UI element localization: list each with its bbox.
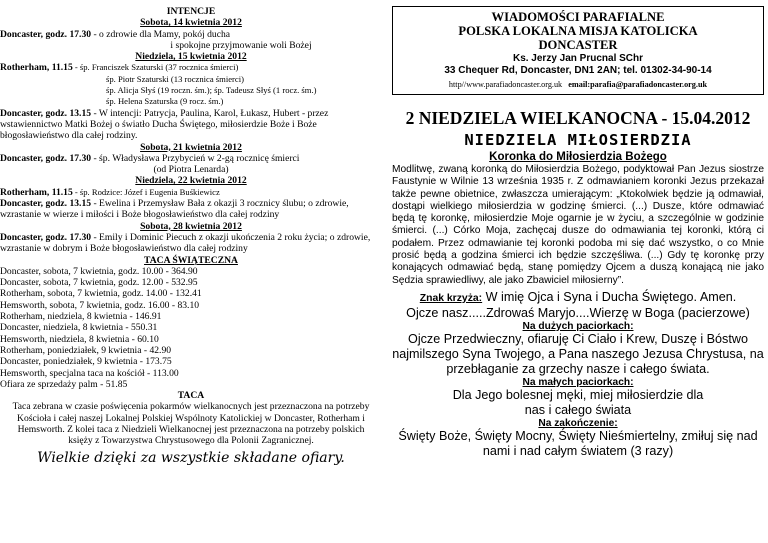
date-heading-sat-28: Sobota, 28 kwietnia 2012	[140, 220, 242, 232]
taca-text: Taca zebrana w czasie poświęcenia pokarmów wielkanocnych jest przeznaczona na potrzeby Kościoła i całej naszej Lokalnej Polskiej Wspólnoty Katolickiej w Doncaster, Rotherham i Hemsworth. Z kolei taca z Niedzieli Wielkanocnej jest przeznaczona na potrzeby polskich księży z Towarzystwa Chrystusowego dla Polonii Zagranicznej.	[12, 401, 370, 447]
intention-line: Rotherham, 11.15 - śp. Franciszek Szaturski (37 rocznica śmierci)	[0, 62, 239, 74]
intention-line: Doncaster, godz. 13.15 - W intencji: Patrycja, Paulina, Karol, Łukasz, Hubert - przez wstawiennictwo Matki Bożej o światło Ducha Świętego, miłosierdzie Boże i Boże błogosławieństwo dla całej rodziny.	[0, 107, 329, 142]
taca-row: Rotherham, niedziela, 8 kwietnia - 146.91	[0, 311, 162, 323]
large-beads-text: Ojcze Przedwieczny, ofiaruję Ci Ciało i Krew, Duszę i Bóstwo najmilszego Syna Twojego, a Pana naszego Jezusa Chrystusa, na przebłaganie za grzechy nasze i całego świata.	[392, 331, 764, 376]
intention-line: Doncaster, godz. 13.15 - Ewelina i Przemysław Bała z okazji 3 rocznicy ślubu; o zdrowie, wzrastanie w wierze i miłości i Boże błogosławieństwo dla całej rodziny	[0, 198, 349, 221]
ending-text: Święty Boże, Święty Mocny, Święty Nieśmiertelny, zmiłuj się nad nami i nad całym światem (3 razy)	[398, 428, 758, 458]
header-title-3: DONCASTER	[538, 38, 618, 52]
intention-line: i spokojne przyjmowanie woli Bożej	[170, 39, 312, 51]
taca-row: Hemsworth, niedziela, 8 kwietnia - 60.10	[0, 333, 159, 345]
taca-row: Doncaster, niedziela, 8 kwietnia - 550.31	[0, 322, 158, 334]
intention-line: Doncaster, godz. 17.30 - o zdrowie dla Mamy, pokój ducha	[0, 28, 231, 40]
date-heading-sat-14: Sobota, 14 kwietnia 2012	[140, 17, 242, 29]
taca-row: Hemsworth, specjalna taca na kościół - 113.00	[0, 367, 179, 379]
taca-swiateczna-heading: TACA ŚWIĄTECZNA	[144, 254, 238, 266]
ending-label: Na zakończenie:	[538, 417, 618, 429]
taca-row: Doncaster, sobota, 7 kwietnia, godz. 12.00 - 532.95	[0, 277, 198, 289]
prayers-line: Ojcze nasz.....Zdrowaś Maryjo....Wierzę w Boga (pacierzowe)	[406, 305, 750, 320]
header-title-2: POLSKA LOKALNA MISJA KATOLICKA	[458, 24, 698, 38]
website-link[interactable]: http//www.parafiadoncaster.org.uk	[448, 80, 563, 89]
taca-row: Hemsworth, sobota, 7 kwietnia, godz. 16.00 - 83.10	[0, 299, 200, 311]
taca-row: Doncaster, sobota, 7 kwietnia, godz. 10.00 - 364.90	[0, 265, 198, 277]
sunday-title: NIEDZIELA MIŁOSIERDZIA	[464, 131, 692, 149]
intention-line: (od Piotra Lenarda)	[153, 164, 229, 176]
intention-line: śp. Helena Szaturska (9 rocz. śm.)	[106, 96, 224, 107]
intention-line: śp. Alicja Słyś (19 roczn. śm.); śp. Tadeusz Słyś (1 rocz. śm.)	[106, 85, 317, 96]
address-line: 33 Chequer Rd, Doncaster, DN1 2AN; tel. 01302-34-90-14	[444, 65, 712, 76]
taca-heading: TACA	[177, 390, 205, 402]
intro-text: Modlitwę, zwaną koronką do Miłosierdzia Bożego, podyktował Pan Jezus siostrze Faustynie w Wilnie 13 września 1935 r. Z odmawianiem koronki Jezus przekazał także pewne obietnice, zwłaszcza umierającym: „Ktokolwiek będzie ją odmawiał, dostąpi wielkiego miłosierdzia w godzinę śmierci. (...) Dusze, które odmawiać będą tę koronkę, miłosierdzie Moje ogarnie je w życiu, a szczególnie w godzinie śmierci. (...) Córko Moja, zachęcaj dusze do odmawiania tej koronki, którą ci podałem. Przez odmawianie tej koronki podoba mi się dać wszystko, o co Mnie prosić będą a godzina śmierci ich będzie szczęśliwa. (...) Gdy tę koronkę przy konających odmawiać będą, stanę pomiędzy Ojcem a duszą konającą nie jako Sędzia sprawiedliwy, ale jako Zbawiciel miłosierny”.	[392, 164, 764, 286]
taca-row: Rotherham, poniedziałek, 9 kwietnia - 42.90	[0, 344, 172, 356]
small-beads-label: Na małych paciorkach:	[522, 376, 634, 388]
date-heading-sat-21: Sobota, 21 kwietnia 2012	[140, 141, 242, 153]
koronka-title: Koronka do Miłosierdzia Bożego	[489, 151, 667, 163]
small-beads-text: Dla Jego bolesnej męki, miej miłosierdzie dla nas i całego świata	[452, 387, 704, 417]
taca-row: Rotherham, sobota, 7 kwietnia, godz. 14.00 - 132.41	[0, 288, 202, 300]
intention-line: Doncaster, godz. 17.30 - Emily i Dominic Piecuch z okazji ukończenia 2 roku życia; o zdrowie, wzrastanie w dobrym i Boże błogosławieństwo dla całej rodziny	[0, 231, 371, 255]
intencje-title: INTENCJE	[166, 6, 216, 17]
date-heading-sun-22: Niedziela, 22 kwietnia 2012	[135, 175, 247, 187]
large-beads-label: Na dużych paciorkach:	[522, 320, 634, 332]
header-title-1: WIADOMOŚCI PARAFIALNE	[491, 10, 665, 24]
taca-list	[0, 266, 382, 390]
header-box	[392, 6, 764, 95]
taca-row: Ofiara ze sprzedaży palm - 51.85	[0, 378, 128, 390]
intention-line: Rotherham, 11.15 - śp. Rodzice: Józef i Eugenia Buśkiewicz	[0, 186, 220, 198]
taca-row: Doncaster, poniedziałek, 9 kwietnia - 173.75	[0, 356, 172, 368]
intention-line: śp. Piotr Szaturski (13 rocznica śmierci)	[106, 73, 244, 84]
date-heading-sun-15: Niedziela, 15 kwietnia 2012	[135, 51, 247, 63]
left-column	[0, 0, 382, 478]
intention-line: Doncaster, godz. 17.30 - śp. Władysława Przybycień w 2-gą rocznicę śmierci	[0, 152, 300, 164]
priest-name: Ks. Jerzy Jan Prucnal SChr	[512, 53, 644, 64]
right-column	[388, 0, 768, 459]
sign-of-cross: Znak krzyża: W imię Ojca i Syna i Ducha Świętego. Amen.	[419, 289, 737, 304]
contact-line: http//www.parafiadoncaster.org.uk email:parafia@parafiadoncaster.org.uk	[448, 80, 708, 89]
thanks-text: Wielkie dzięki za wszystkie składane ofiary.	[37, 449, 345, 466]
date-title: 2 NIEDZIELA WIELKANOCNA - 15.04.2012	[405, 108, 751, 128]
email-link[interactable]: parafia@parafiadoncaster.org.uk	[590, 80, 708, 89]
